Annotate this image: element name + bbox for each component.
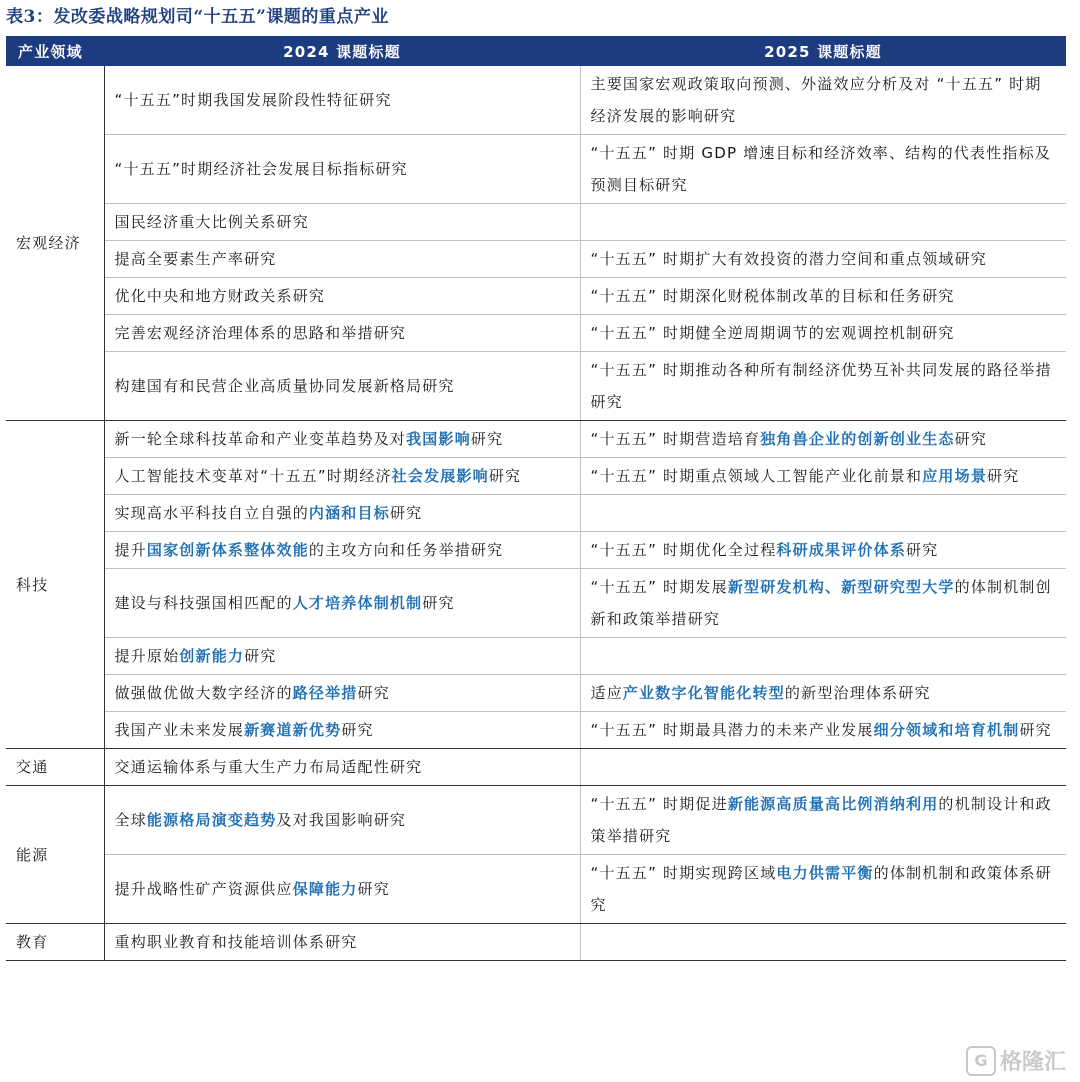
topic-2024 [104, 421, 580, 458]
watermark-text: 格隆汇 [999, 1050, 1066, 1075]
text-segment: 的体制机制创新和政策举措研究 [590, 578, 1052, 628]
topic-2024 [104, 66, 580, 135]
text-segment: 研究 [488, 467, 522, 485]
text-segment: 实现高水平科技自立自强的 [114, 504, 309, 522]
highlight-text: 新型研发机构、新型研究型大学 [727, 578, 955, 596]
text-segment: “十五五” 时期促进 [590, 795, 728, 813]
topic-2025 [580, 66, 1066, 135]
highlight-text: 新能源高质量高比例消纳利用 [727, 795, 939, 813]
topic-2024 [104, 675, 580, 712]
area-transport: 交通 [6, 749, 104, 786]
table-row [6, 675, 1066, 712]
topic-2024 [104, 241, 580, 278]
text-segment: “十五五” 时期扩大有效投资的潜力空间和重点领域研究 [590, 250, 988, 268]
text-segment: 研究 [357, 880, 390, 898]
table-row [6, 421, 1066, 458]
table-row [6, 241, 1066, 278]
topic-2025 [580, 924, 1066, 961]
highlight-text: 内涵和目标 [308, 504, 390, 522]
table-row [6, 278, 1066, 315]
text-segment: “十五五”时期经济社会发展目标指标研究 [114, 160, 408, 178]
text-segment: “十五五” 时期重点领域人工智能产业化前景和 [590, 467, 923, 485]
topic-2024 [104, 855, 580, 924]
text-segment: 研究 [1019, 721, 1052, 739]
header-2024: 2024 课题标题 [104, 36, 580, 66]
highlight-text: 国家创新体系整体效能 [146, 541, 309, 559]
text-segment: “十五五” 时期推动各种所有制经济优势互补共同发展的路径举措研究 [590, 361, 1052, 411]
topic-2024 [104, 786, 580, 855]
text-segment: “十五五” 时期实现跨区域 [590, 864, 777, 882]
area-macro-economy: 宏观经济 [6, 66, 104, 421]
table-row [6, 786, 1066, 855]
text-segment: “十五五”时期我国发展阶段性特征研究 [114, 91, 392, 109]
table-row [6, 458, 1066, 495]
text-segment: 及对我国影响研究 [276, 811, 407, 829]
header-2025: 2025 课题标题 [580, 36, 1066, 66]
text-segment: 新一轮全球科技革命和产业变革趋势及对 [114, 430, 407, 448]
topic-2025 [580, 532, 1066, 569]
text-segment: 建设与科技强国相匹配的 [114, 594, 293, 612]
text-segment: 研究 [954, 430, 988, 448]
topic-2024 [104, 495, 580, 532]
table-row [6, 569, 1066, 638]
table-row [6, 204, 1066, 241]
highlight-text: 人才培养体制机制 [292, 594, 423, 612]
topic-2024 [104, 712, 580, 749]
watermark-logo-icon: G [966, 1046, 996, 1076]
highlight-text: 我国影响 [406, 430, 471, 448]
topic-2024 [104, 638, 580, 675]
topic-2025 [580, 569, 1066, 638]
text-segment: 优化中央和地方财政关系研究 [114, 287, 326, 305]
highlight-text: 独角兽企业的创新创业生态 [760, 430, 955, 448]
text-segment: 提高全要素生产率研究 [114, 250, 277, 268]
table-row [6, 66, 1066, 135]
text-segment: “十五五” 时期发展 [590, 578, 728, 596]
highlight-text: 新赛道新优势 [244, 721, 342, 739]
text-segment: 提升战略性矿产资源供应 [114, 880, 293, 898]
topic-2025 [580, 315, 1066, 352]
highlight-text: 社会发展影响 [391, 467, 489, 485]
table-row [6, 638, 1066, 675]
table-header-row [6, 36, 1066, 66]
topic-2025 [580, 241, 1066, 278]
text-segment: 人工智能技术变革对“十五五”时期经济 [114, 467, 392, 485]
text-segment: 的机制设计和政策举措研究 [590, 795, 1052, 845]
topic-2025 [580, 749, 1066, 786]
highlight-text: 产业数字化智能化转型 [622, 684, 785, 702]
header-area: 产业领域 [6, 36, 104, 66]
area-energy: 能源 [6, 786, 104, 924]
highlight-text: 细分领域和培育机制 [873, 721, 1020, 739]
table-row [6, 135, 1066, 204]
text-segment: 重构职业教育和技能培训体系研究 [114, 933, 358, 951]
table-row [6, 924, 1066, 961]
text-segment: 提升 [114, 541, 147, 559]
text-segment: “十五五” 时期优化全过程 [590, 541, 777, 559]
highlight-text: 能源格局演变趋势 [146, 811, 277, 829]
topics-table [6, 36, 1066, 961]
text-segment: 提升原始 [114, 647, 180, 665]
text-segment: 我国产业未来发展 [114, 721, 245, 739]
text-segment: 的主攻方向和任务举措研究 [308, 541, 504, 559]
topic-2025 [580, 495, 1066, 532]
text-segment: “十五五” 时期健全逆周期调节的宏观调控机制研究 [590, 324, 955, 342]
text-segment: “十五五” 时期营造培育 [590, 430, 761, 448]
text-segment: 研究 [244, 647, 277, 665]
area-technology: 科技 [6, 421, 104, 749]
text-segment: 构建国有和民营企业高质量协同发展新格局研究 [114, 377, 455, 395]
area-education: 教育 [6, 924, 104, 961]
text-segment: 的新型治理体系研究 [784, 684, 931, 702]
text-segment: 研究 [389, 504, 423, 522]
text-segment: 研究 [987, 467, 1020, 485]
text-segment: 研究 [422, 594, 455, 612]
table-row [6, 315, 1066, 352]
highlight-text: 创新能力 [179, 647, 245, 665]
topic-2024 [104, 135, 580, 204]
text-segment: 研究 [357, 684, 390, 702]
highlight-text: 路径举措 [292, 684, 358, 702]
text-segment: 做强做优做大数字经济的 [114, 684, 293, 702]
text-segment: “十五五” 时期深化财税体制改革的目标和任务研究 [590, 287, 955, 305]
topic-2025 [580, 352, 1066, 421]
topic-2024 [104, 532, 580, 569]
text-segment: 完善宏观经济治理体系的思路和举措研究 [114, 324, 407, 342]
topic-2025 [580, 786, 1066, 855]
highlight-text: 应用场景 [922, 467, 988, 485]
topic-2025 [580, 675, 1066, 712]
topic-2024 [104, 352, 580, 421]
table-row [6, 352, 1066, 421]
highlight-text: 保障能力 [292, 880, 358, 898]
table-row [6, 712, 1066, 749]
table-row [6, 749, 1066, 786]
topic-2025 [580, 135, 1066, 204]
text-segment: 研究 [906, 541, 939, 559]
text-segment: 研究 [470, 430, 504, 448]
text-segment: 的体制机制和政策体系研究 [590, 864, 1052, 914]
text-segment: 国民经济重大比例关系研究 [114, 213, 309, 231]
topic-2025 [580, 855, 1066, 924]
topic-2025 [580, 638, 1066, 675]
text-segment: “十五五” 时期最具潜力的未来产业发展 [590, 721, 874, 739]
text-segment: 研究 [341, 721, 374, 739]
topic-2024 [104, 569, 580, 638]
topic-2024 [104, 458, 580, 495]
text-segment: “十五五” 时期 GDP 增速目标和经济效率、结构的代表性指标及预测目标研究 [590, 144, 1051, 194]
topic-2025 [580, 278, 1066, 315]
text-segment: 适应 [590, 684, 623, 702]
text-segment: 全球 [114, 811, 147, 829]
watermark [966, 1045, 1066, 1076]
text-segment: 主要国家宏观政策取向预测、外溢效应分析及对 “十五五” 时期经济发展的影响研究 [590, 75, 1042, 125]
topic-2025 [580, 712, 1066, 749]
topic-2024 [104, 315, 580, 352]
topic-2025 [580, 458, 1066, 495]
topic-2024 [104, 204, 580, 241]
topic-2025 [580, 204, 1066, 241]
topic-2024 [104, 749, 580, 786]
table-title: 表3：发改委战略规划司“十五五”课题的重点产业 [6, 7, 389, 27]
table-row [6, 855, 1066, 924]
topic-2025 [580, 421, 1066, 458]
topic-2024 [104, 278, 580, 315]
table-row [6, 532, 1066, 569]
topic-2024 [104, 924, 580, 961]
text-segment: 交通运输体系与重大生产力布局适配性研究 [114, 758, 423, 776]
table-row [6, 495, 1066, 532]
highlight-text: 电力供需平衡 [776, 864, 874, 882]
highlight-text: 科研成果评价体系 [776, 541, 907, 559]
